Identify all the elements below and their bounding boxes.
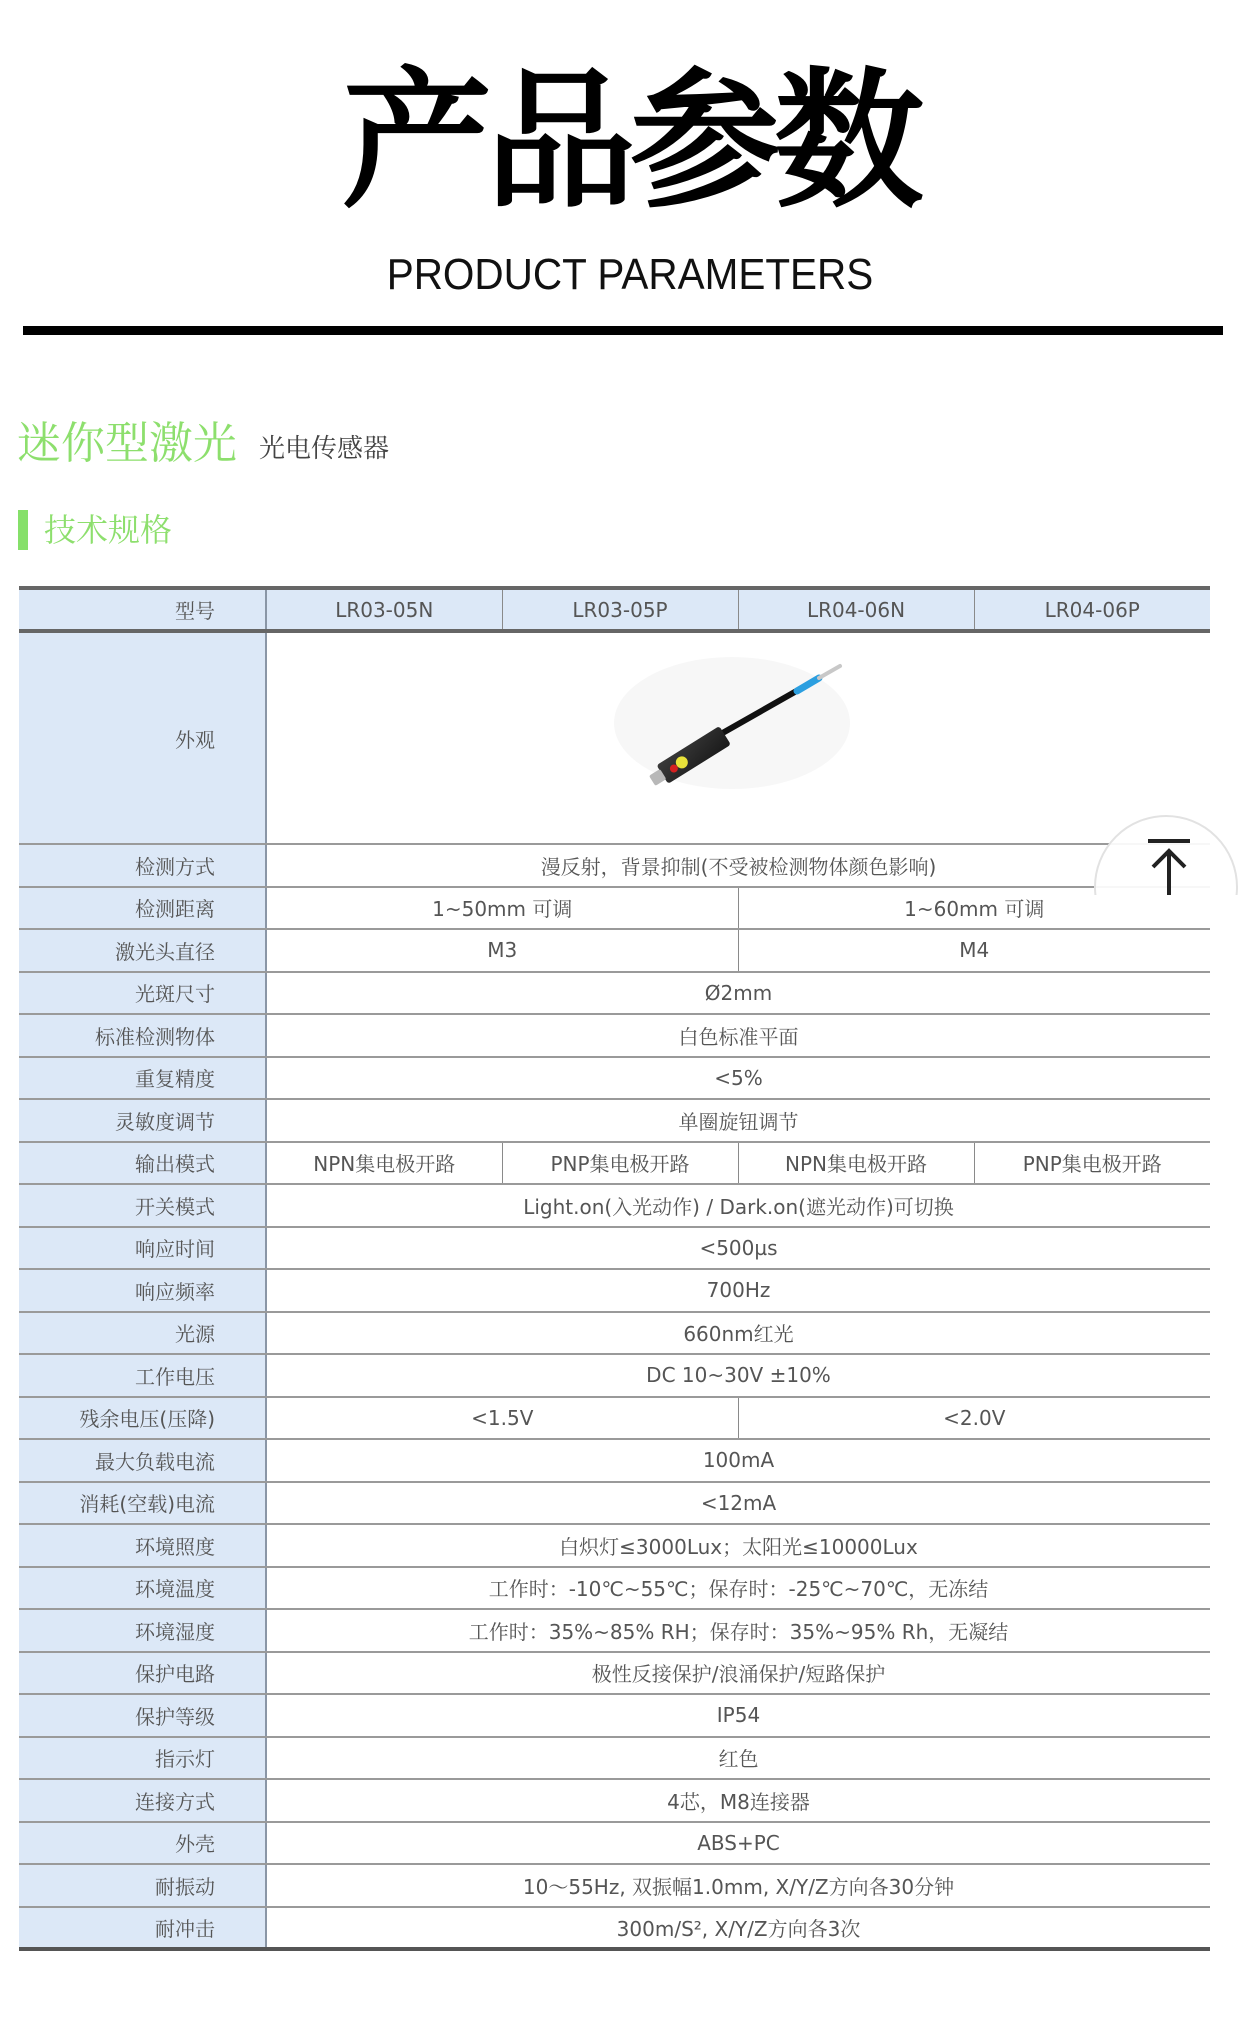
row-value: <5%: [266, 1057, 1210, 1100]
row-label: 检测方式: [19, 844, 266, 887]
appearance-cell: [266, 631, 1210, 844]
row-value: M4: [738, 929, 1210, 972]
table-header-row: [19, 588, 1210, 631]
table-row: [19, 1014, 1210, 1057]
row-value: ABS+PC: [266, 1822, 1210, 1865]
header-label: 型号: [19, 588, 266, 631]
table-row: [19, 1737, 1210, 1780]
table-row: [19, 1354, 1210, 1397]
table-row: [19, 844, 1210, 887]
laser-sensor-image: [612, 653, 852, 793]
row-value: 660nm红光: [266, 1312, 1210, 1355]
table-row: [19, 1312, 1210, 1355]
table-row: [19, 1567, 1210, 1610]
spec-table: [19, 586, 1210, 1951]
section-label: 技术规格: [44, 511, 173, 549]
row-value: 白色标准平面: [266, 1014, 1210, 1057]
model-column-header: LR03-05P: [502, 588, 738, 631]
row-label: 环境照度: [19, 1524, 266, 1567]
table-row: [19, 1397, 1210, 1440]
row-value: 白炽灯≤3000Lux；太阳光≤10000Lux: [266, 1524, 1210, 1567]
table-row: [19, 1907, 1210, 1950]
row-value: 单圈旋钮调节: [266, 1099, 1210, 1142]
row-label: 外壳: [19, 1822, 266, 1865]
row-value: Ø2mm: [266, 972, 1210, 1015]
table-row: [19, 929, 1210, 972]
row-label: 灵敏度调节: [19, 1099, 266, 1142]
table-row: [19, 1142, 1210, 1185]
row-value: 工作时：-10℃~55℃；保存时：-25℃~70℃，无冻结: [266, 1567, 1210, 1610]
row-value: <12mA: [266, 1482, 1210, 1525]
row-label: 残余电压(压降): [19, 1397, 266, 1440]
row-label: 响应频率: [19, 1269, 266, 1312]
row-value: 1~50mm 可调: [266, 887, 738, 930]
page-subtitle: PRODUCT PARAMETERS: [386, 250, 874, 299]
row-value: NPN集电极开路: [266, 1142, 502, 1185]
row-value: Light.on(入光动作) / Dark.on(遮光动作)可切换: [266, 1184, 1210, 1227]
row-label: 检测距离: [19, 887, 266, 930]
row-label: 标准检测物体: [19, 1014, 266, 1057]
row-label: 耐振动: [19, 1864, 266, 1907]
row-value: <500µs: [266, 1227, 1210, 1270]
page-title: 产品参数: [341, 55, 918, 229]
row-label: 环境湿度: [19, 1609, 266, 1652]
table-row: [19, 1227, 1210, 1270]
model-column-header: LR04-06P: [974, 588, 1210, 631]
table-row: [19, 1099, 1210, 1142]
row-label: 保护电路: [19, 1652, 266, 1695]
section-heading: [18, 510, 172, 550]
table-row: [19, 1694, 1210, 1737]
row-label: 光源: [19, 1312, 266, 1355]
model-column-header: LR04-06N: [738, 588, 974, 631]
row-label: 工作电压: [19, 1354, 266, 1397]
product-category: 光电传感器: [259, 434, 390, 464]
table-row: [19, 1652, 1210, 1695]
row-label: 开关模式: [19, 1184, 266, 1227]
row-label: 耐冲击: [19, 1907, 266, 1950]
row-label: 重复精度: [19, 1057, 266, 1100]
row-label: 外观: [19, 631, 266, 844]
row-label: 指示灯: [19, 1737, 266, 1780]
row-value: 4芯，M8连接器: [266, 1779, 1210, 1822]
table-row: [19, 972, 1210, 1015]
title-divider: [23, 326, 1223, 335]
row-value: 极性反接保护/浪涌保护/短路保护: [266, 1652, 1210, 1695]
row-value: NPN集电极开路: [738, 1142, 974, 1185]
row-label: 消耗(空载)电流: [19, 1482, 266, 1525]
table-row: [19, 1439, 1210, 1482]
row-label: 输出模式: [19, 1142, 266, 1185]
table-row-appearance: [19, 631, 1210, 844]
model-column-header: LR03-05N: [266, 588, 502, 631]
row-label: 环境温度: [19, 1567, 266, 1610]
product-name: 迷你型激光: [17, 418, 237, 469]
arrow-up-to-top-icon: [1136, 835, 1200, 895]
row-value: 1~60mm 可调: [738, 887, 1210, 930]
row-label: 最大负载电流: [19, 1439, 266, 1482]
product-heading: [17, 418, 389, 470]
row-value: 300m/S², X/Y/Z方向各3次: [266, 1907, 1210, 1950]
table-row: [19, 1524, 1210, 1567]
row-label: 保护等级: [19, 1694, 266, 1737]
row-label: 连接方式: [19, 1779, 266, 1822]
row-value: 10～55Hz, 双振幅1.0mm, X/Y/Z方向各30分钟: [266, 1864, 1210, 1907]
table-row: [19, 887, 1210, 930]
row-value: 700Hz: [266, 1269, 1210, 1312]
section-accent-bar: [18, 510, 28, 550]
table-row: [19, 1482, 1210, 1525]
table-row: [19, 1184, 1210, 1227]
row-value: 工作时：35%~85% RH；保存时：35%~95% Rh，无凝结: [266, 1609, 1210, 1652]
row-label: 激光头直径: [19, 929, 266, 972]
table-row: [19, 1864, 1210, 1907]
table-row: [19, 1269, 1210, 1312]
row-value: PNP集电极开路: [974, 1142, 1210, 1185]
table-row: [19, 1057, 1210, 1100]
row-value: <2.0V: [738, 1397, 1210, 1440]
row-value: 红色: [266, 1737, 1210, 1780]
row-value: IP54: [266, 1694, 1210, 1737]
row-value: M3: [266, 929, 738, 972]
row-value: PNP集电极开路: [502, 1142, 738, 1185]
table-row: [19, 1822, 1210, 1865]
row-value: 漫反射，背景抑制(不受被检测物体颜色影响): [266, 844, 1210, 887]
row-value: 100mA: [266, 1439, 1210, 1482]
table-row: [19, 1609, 1210, 1652]
row-value: DC 10~30V ±10%: [266, 1354, 1210, 1397]
row-value: <1.5V: [266, 1397, 738, 1440]
row-label: 光斑尺寸: [19, 972, 266, 1015]
row-label: 响应时间: [19, 1227, 266, 1270]
table-row: [19, 1779, 1210, 1822]
